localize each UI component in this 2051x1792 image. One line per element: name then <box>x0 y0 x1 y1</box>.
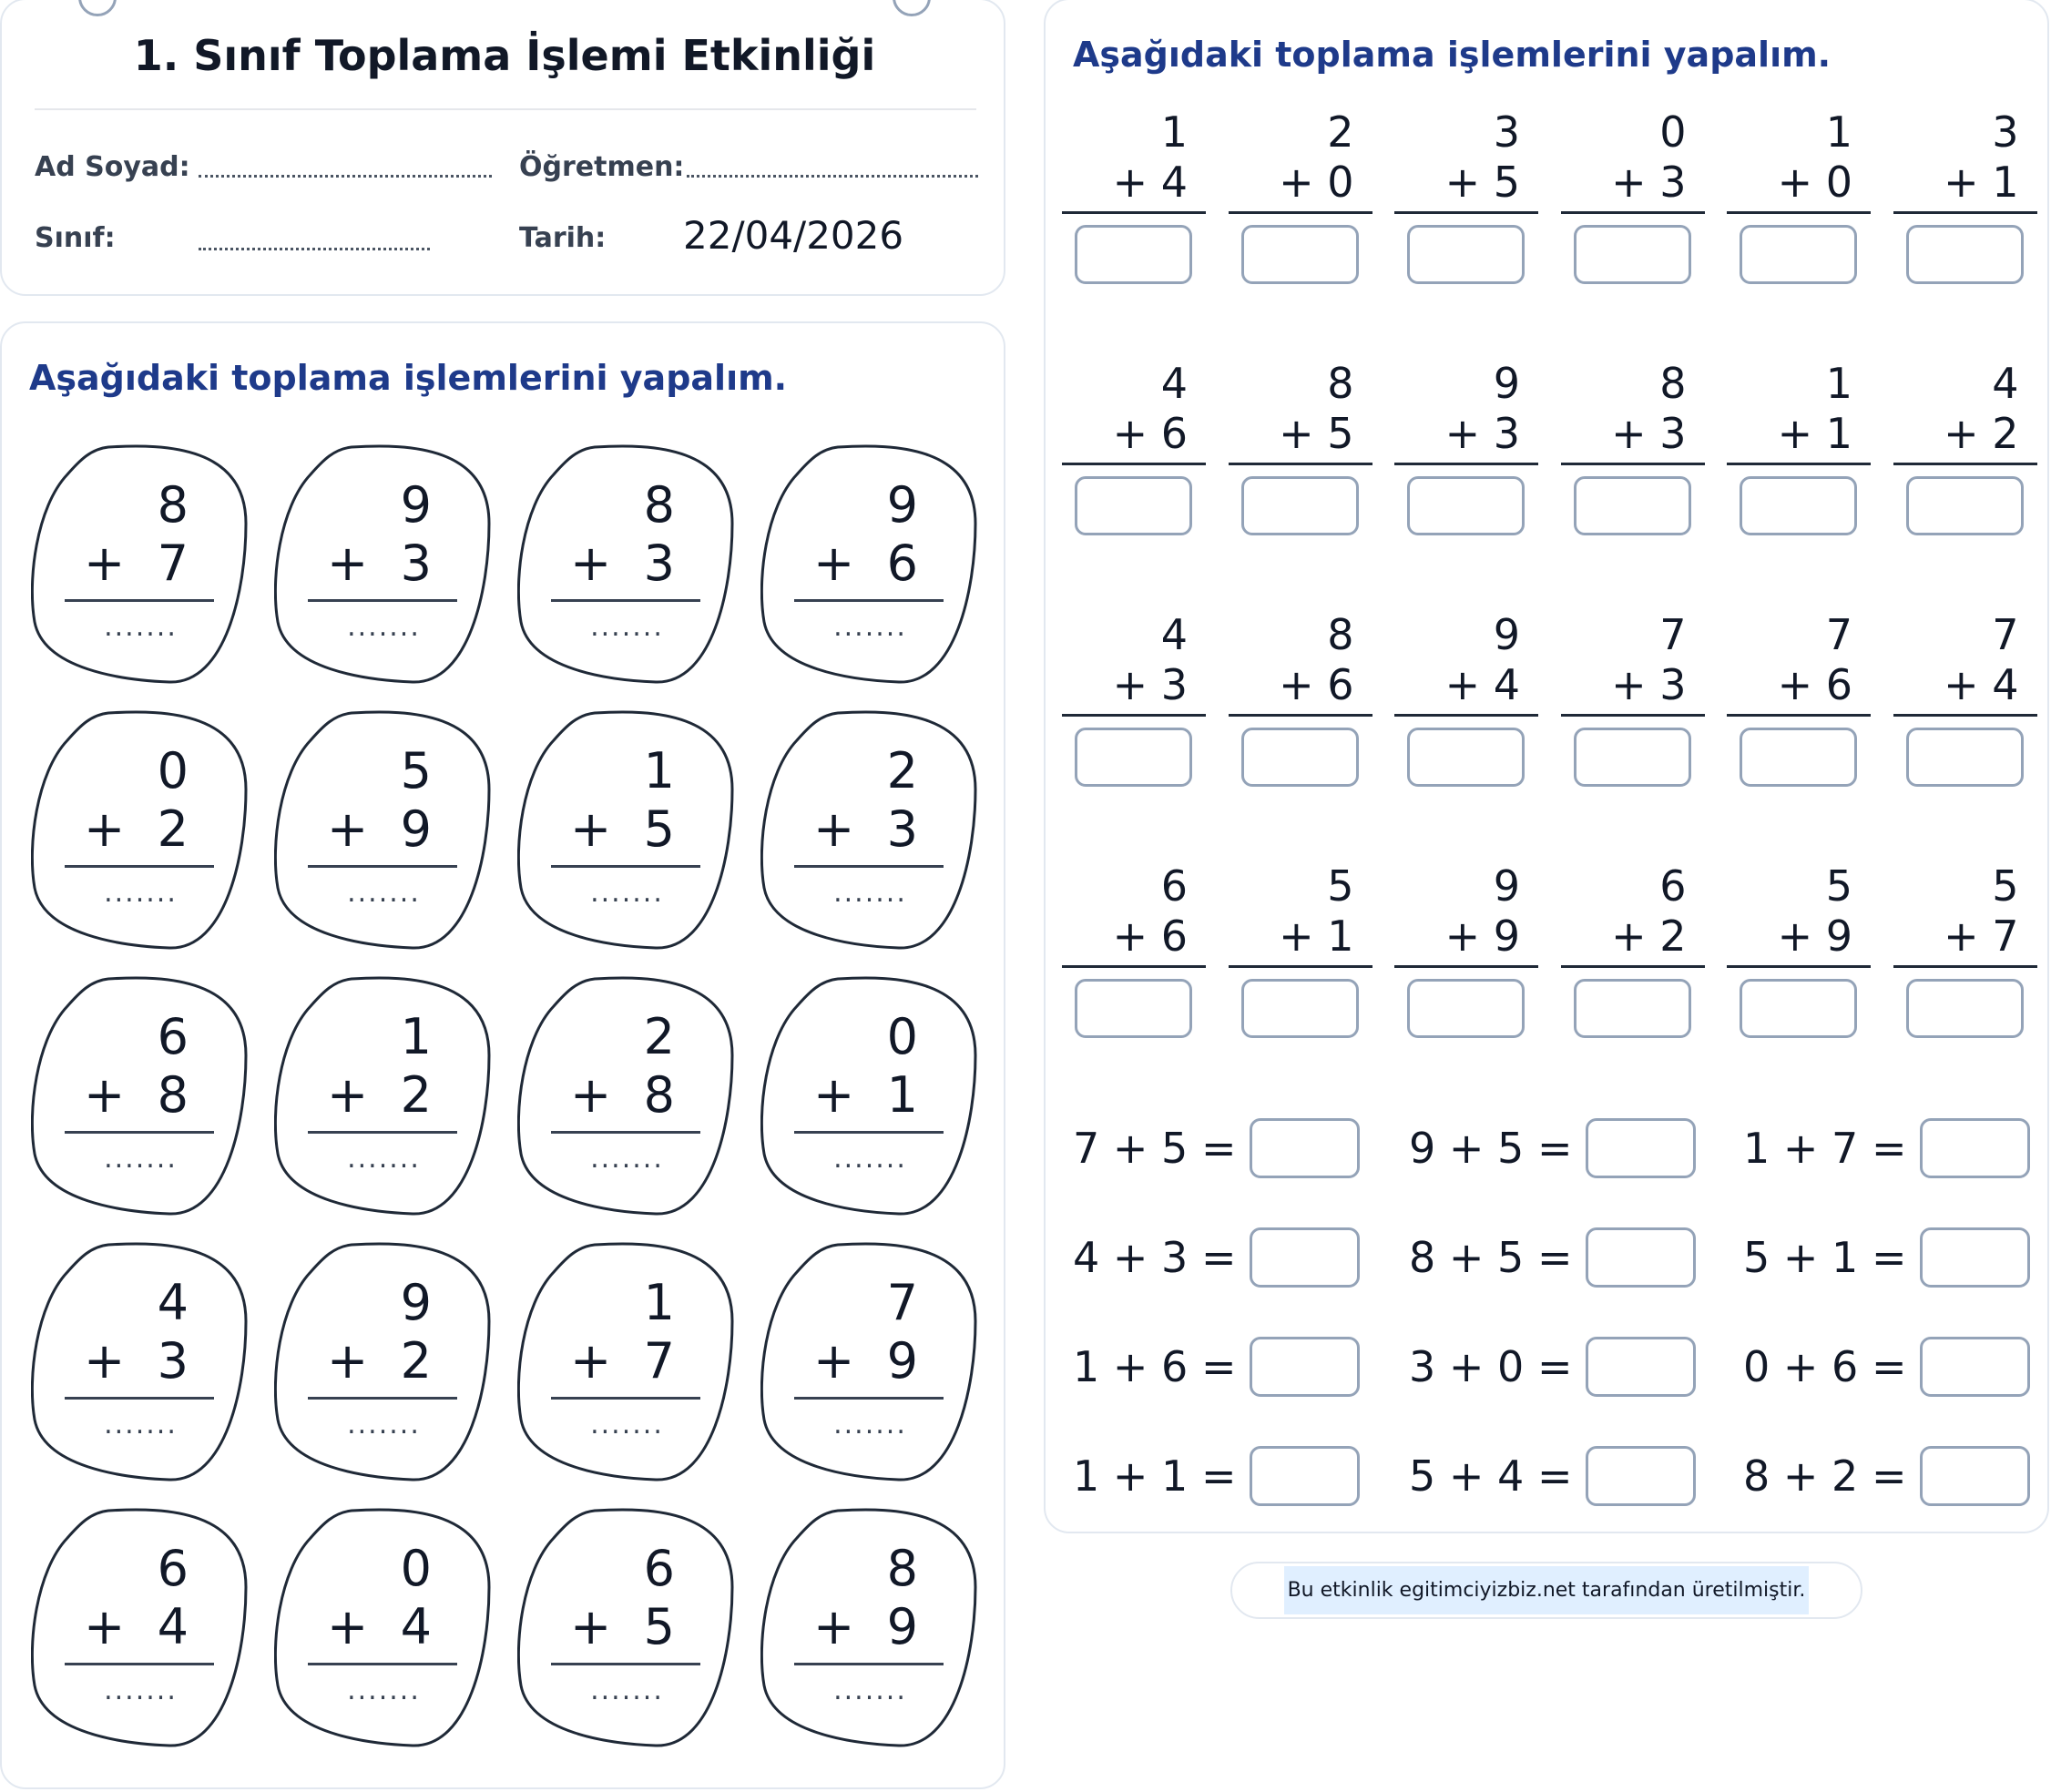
addend-bottom: + 5 <box>1279 409 1354 458</box>
equation-text: 1 + 1 = <box>1073 1451 1237 1501</box>
addend-top: 2 <box>1327 107 1354 157</box>
addend-top: 5 <box>1992 861 2019 911</box>
sum-line <box>1561 714 1705 717</box>
sum-line <box>1229 965 1372 968</box>
addend-top: 7 <box>886 1274 918 1331</box>
equation <box>1073 1116 1360 1180</box>
answer-field[interactable]: ....... <box>104 1675 178 1706</box>
addend-top: 7 <box>1659 610 1687 659</box>
plus-sign: + <box>570 1066 612 1124</box>
addend-bottom: 2 <box>400 1066 432 1124</box>
answer-box[interactable] <box>1920 1337 2030 1397</box>
addend-top: 9 <box>886 476 918 534</box>
answer-box[interactable] <box>1920 1227 2030 1288</box>
addend-top: 6 <box>1659 861 1687 911</box>
addend-bottom: 7 <box>157 535 189 592</box>
addend-top: 1 <box>1825 107 1852 157</box>
name-label: Ad Soyad: <box>35 151 190 183</box>
blob-outline <box>760 443 980 686</box>
addend-top: 1 <box>643 742 675 799</box>
addend-top: 1 <box>643 1274 675 1331</box>
equation <box>1743 1226 2030 1289</box>
blob-outline <box>31 1507 250 1749</box>
addend-top: 9 <box>400 476 432 534</box>
sum-line <box>1062 463 1206 465</box>
addend-top: 4 <box>1160 359 1188 408</box>
answer-box[interactable] <box>1574 979 1691 1038</box>
sum-line <box>1893 714 2037 717</box>
addend-bottom: + 2 <box>1611 911 1687 961</box>
class-field[interactable] <box>199 248 430 250</box>
sum-line <box>551 1131 700 1134</box>
sum-line <box>1062 965 1206 968</box>
addition-blob <box>760 709 980 952</box>
addend-bottom: 8 <box>157 1066 189 1124</box>
answer-field[interactable]: ....... <box>104 877 178 909</box>
addend-bottom: + 0 <box>1777 158 1852 207</box>
sum-line <box>1561 211 1705 214</box>
sum-line <box>794 1663 944 1665</box>
vertical-problem <box>1727 251 1871 543</box>
addend-bottom: + 3 <box>1611 158 1687 207</box>
equation-text: 1 + 6 = <box>1073 1342 1237 1391</box>
sum-line <box>1394 211 1538 214</box>
addend-bottom: + 6 <box>1112 911 1188 961</box>
addend-bottom: 3 <box>643 535 675 592</box>
footer-credit <box>1230 1562 1862 1619</box>
addend-top: 0 <box>157 742 189 799</box>
sum-line <box>1062 211 1206 214</box>
equation-text: 5 + 4 = <box>1409 1451 1573 1501</box>
addend-bottom: 9 <box>400 800 432 858</box>
equation <box>1743 1116 2030 1180</box>
blob-outline <box>517 709 737 952</box>
equation <box>1073 1226 1360 1289</box>
answer-field[interactable]: ....... <box>347 877 421 909</box>
addend-top: 8 <box>157 476 189 534</box>
addition-blob <box>274 1241 494 1483</box>
plus-sign: + <box>84 1332 126 1390</box>
addend-bottom: + 9 <box>1444 911 1520 961</box>
sum-line <box>794 599 944 602</box>
equation <box>1073 1444 1360 1508</box>
vertical-problem <box>1394 251 1538 543</box>
answer-field[interactable]: ....... <box>347 1143 421 1175</box>
teacher-label: Öğretmen: <box>519 151 685 183</box>
sum-line <box>1229 463 1372 465</box>
vertical-problem <box>1561 0 1705 291</box>
addend-top: 5 <box>1825 861 1852 911</box>
sum-line <box>65 1131 214 1134</box>
equation <box>1743 1444 2030 1508</box>
addend-top: 6 <box>157 1540 189 1597</box>
plus-sign: + <box>813 1598 855 1655</box>
left-heading: Aşağıdaki toplama işlemlerini yapalım. <box>29 358 788 398</box>
vertical-problem <box>1062 503 1206 794</box>
addend-top: 0 <box>1659 107 1687 157</box>
name-field[interactable] <box>199 175 492 178</box>
plus-sign: + <box>84 800 126 858</box>
vertical-problem <box>1062 754 1206 1045</box>
sum-line <box>794 865 944 868</box>
plus-sign: + <box>813 800 855 858</box>
answer-box[interactable] <box>1250 1337 1360 1397</box>
sum-line <box>308 1397 457 1400</box>
sum-line <box>794 1131 944 1134</box>
equation-text: 5 + 1 = <box>1743 1233 1907 1282</box>
addend-bottom: + 3 <box>1444 409 1520 458</box>
addend-top: 9 <box>1493 861 1520 911</box>
answer-box[interactable] <box>1740 979 1857 1038</box>
addition-blob <box>517 443 737 686</box>
equation <box>1409 1335 1696 1399</box>
vertical-problem <box>1062 251 1206 543</box>
vertical-problem <box>1727 0 1871 291</box>
addition-blob <box>274 709 494 952</box>
plus-sign: + <box>84 1066 126 1124</box>
addend-top: 2 <box>643 1008 675 1065</box>
addition-blob <box>517 975 737 1217</box>
addend-bottom: 6 <box>886 535 918 592</box>
equation <box>1073 1335 1360 1399</box>
blob-outline <box>760 975 980 1217</box>
sum-line <box>308 599 457 602</box>
addition-blob <box>760 1507 980 1749</box>
sum-line <box>1727 965 1871 968</box>
addend-bottom: + 4 <box>1444 660 1520 709</box>
addition-blob <box>31 709 250 952</box>
answer-field[interactable]: ....... <box>590 1675 664 1706</box>
addend-bottom: 2 <box>400 1332 432 1390</box>
addend-bottom: 5 <box>643 1598 675 1655</box>
addend-top: 3 <box>1493 107 1520 157</box>
vertical-problem <box>1229 754 1372 1045</box>
answer-field[interactable]: ....... <box>590 1143 664 1175</box>
answer-field[interactable]: ....... <box>347 1675 421 1706</box>
vertical-problem <box>1727 503 1871 794</box>
addend-top: 6 <box>1160 861 1188 911</box>
addend-bottom: + 6 <box>1112 409 1188 458</box>
vertical-problem <box>1893 503 2037 794</box>
addend-bottom: + 1 <box>1777 409 1852 458</box>
vertical-problem <box>1229 503 1372 794</box>
addend-top: 4 <box>157 1274 189 1331</box>
plus-sign: + <box>813 1332 855 1390</box>
equation-text: 4 + 3 = <box>1073 1233 1237 1282</box>
addend-top: 0 <box>400 1540 432 1597</box>
answer-field[interactable]: ....... <box>104 1143 178 1175</box>
sum-line <box>1893 463 2037 465</box>
sum-line <box>65 599 214 602</box>
answer-box[interactable] <box>1920 1118 2030 1178</box>
vertical-problem <box>1727 754 1871 1045</box>
blob-outline <box>31 709 250 952</box>
vertical-problem <box>1561 754 1705 1045</box>
answer-field[interactable]: ....... <box>590 1409 664 1441</box>
answer-field[interactable]: ....... <box>104 1409 178 1441</box>
answer-box[interactable] <box>1920 1446 2030 1506</box>
sum-line <box>1062 714 1206 717</box>
blob-outline <box>517 443 737 686</box>
plus-sign: + <box>84 1598 126 1655</box>
vertical-problem <box>1062 0 1206 291</box>
equation <box>1743 1335 2030 1399</box>
addend-bottom: 8 <box>643 1066 675 1124</box>
addition-blob <box>31 443 250 686</box>
plus-sign: + <box>327 800 369 858</box>
addend-top: 1 <box>400 1008 432 1065</box>
addend-top: 6 <box>157 1008 189 1065</box>
date-value: 22/04/2026 <box>683 213 904 258</box>
answer-field[interactable]: ....... <box>590 877 664 909</box>
sum-line <box>1727 463 1871 465</box>
plus-sign: + <box>327 535 369 592</box>
addend-top: 4 <box>1992 359 2019 408</box>
addend-bottom: 3 <box>157 1332 189 1390</box>
addend-bottom: + 0 <box>1279 158 1354 207</box>
blob-outline <box>274 443 494 686</box>
vertical-problem <box>1229 251 1372 543</box>
plus-sign: + <box>570 800 612 858</box>
answer-box[interactable] <box>1407 979 1525 1038</box>
sum-line <box>308 1131 457 1134</box>
plus-sign: + <box>327 1066 369 1124</box>
addend-top: 1 <box>1825 359 1852 408</box>
divider <box>35 108 976 110</box>
sum-line <box>308 865 457 868</box>
equation-text: 0 + 6 = <box>1743 1342 1907 1391</box>
addend-bottom: + 9 <box>1777 911 1852 961</box>
vertical-problem <box>1561 251 1705 543</box>
blob-outline <box>760 1241 980 1483</box>
answer-field[interactable]: ....... <box>347 611 421 643</box>
sum-line <box>1561 965 1705 968</box>
page-title: 1. Sınıf Toplama İşlemi Etkinliği <box>133 31 876 80</box>
answer-box[interactable] <box>1586 1227 1696 1288</box>
answer-box[interactable] <box>1250 1118 1360 1178</box>
equation <box>1409 1444 1696 1508</box>
sum-line <box>1727 211 1871 214</box>
blob-outline <box>274 1241 494 1483</box>
addend-top: 1 <box>1160 107 1188 157</box>
blob-outline <box>274 975 494 1217</box>
vertical-problem <box>1229 0 1372 291</box>
equation-text: 7 + 5 = <box>1073 1124 1237 1173</box>
addend-bottom: + 3 <box>1112 660 1188 709</box>
addition-blob <box>517 1507 737 1749</box>
vertical-problem <box>1893 251 2037 543</box>
addition-blob <box>517 1241 737 1483</box>
addend-bottom: + 4 <box>1112 158 1188 207</box>
plus-sign: + <box>813 1066 855 1124</box>
addend-bottom: + 6 <box>1279 660 1354 709</box>
addend-bottom: 5 <box>643 800 675 858</box>
answer-box[interactable] <box>1586 1337 1696 1397</box>
addition-blob <box>760 1241 980 1483</box>
sum-line <box>551 865 700 868</box>
answer-box[interactable] <box>1906 979 2024 1038</box>
sum-line <box>1394 714 1538 717</box>
blob-outline <box>517 1241 737 1483</box>
addend-bottom: + 2 <box>1944 409 2019 458</box>
plus-sign: + <box>813 535 855 592</box>
addition-blob <box>274 975 494 1217</box>
blob-outline <box>31 443 250 686</box>
equation <box>1409 1116 1696 1180</box>
sum-line <box>1229 211 1372 214</box>
addend-bottom: + 3 <box>1611 660 1687 709</box>
answer-field[interactable]: ....... <box>104 611 178 643</box>
addend-top: 8 <box>886 1540 918 1597</box>
sum-line <box>1229 714 1372 717</box>
sum-line <box>551 1663 700 1665</box>
equation-text: 3 + 0 = <box>1409 1342 1573 1391</box>
plus-sign: + <box>84 535 126 592</box>
answer-box[interactable] <box>1250 1227 1360 1288</box>
addend-bottom: 3 <box>886 800 918 858</box>
answer-field[interactable]: ....... <box>833 611 907 643</box>
equation-text: 1 + 7 = <box>1743 1124 1907 1173</box>
answer-field[interactable]: ....... <box>347 1409 421 1441</box>
addition-blob <box>31 975 250 1217</box>
plus-sign: + <box>327 1332 369 1390</box>
blob-outline <box>517 1507 737 1749</box>
teacher-field[interactable] <box>687 175 978 178</box>
equation <box>1409 1226 1696 1289</box>
binder-ring-icon <box>78 0 117 16</box>
addend-bottom: 9 <box>886 1332 918 1390</box>
plus-sign: + <box>570 1332 612 1390</box>
addend-top: 8 <box>1659 359 1687 408</box>
equation-text: 8 + 2 = <box>1743 1451 1907 1501</box>
blob-outline <box>31 1241 250 1483</box>
addend-top: 8 <box>1327 359 1354 408</box>
blob-outline <box>274 709 494 952</box>
blob-outline <box>760 1507 980 1749</box>
class-label: Sınıf: <box>35 222 116 254</box>
binder-ring-icon <box>893 0 931 16</box>
addition-blob <box>31 1241 250 1483</box>
addend-bottom: + 3 <box>1611 409 1687 458</box>
sum-line <box>1893 965 2037 968</box>
equation-text: 9 + 5 = <box>1409 1124 1573 1173</box>
addend-bottom: + 6 <box>1777 660 1852 709</box>
blob-outline <box>517 975 737 1217</box>
sum-line <box>65 1663 214 1665</box>
addend-top: 9 <box>1493 359 1520 408</box>
date-label: Tarih: <box>519 222 607 254</box>
answer-box[interactable] <box>1250 1446 1360 1506</box>
answer-field[interactable]: ....... <box>590 611 664 643</box>
sum-line <box>308 1663 457 1665</box>
addend-top: 8 <box>643 476 675 534</box>
right-heading: Aşağıdaki toplama işlemlerini yapalım. <box>1073 35 1832 75</box>
vertical-problem <box>1561 503 1705 794</box>
vertical-problem <box>1394 503 1538 794</box>
vertical-problem <box>1394 754 1538 1045</box>
addend-bottom: 7 <box>643 1332 675 1390</box>
left-worksheet <box>0 321 1005 1789</box>
addend-bottom: 4 <box>157 1598 189 1655</box>
sum-line <box>794 1397 944 1400</box>
addend-bottom: + 1 <box>1279 911 1354 961</box>
addend-top: 7 <box>1825 610 1852 659</box>
addition-blob <box>274 1507 494 1749</box>
addend-top: 2 <box>886 742 918 799</box>
header-card <box>0 0 1005 296</box>
addend-bottom: 4 <box>400 1598 432 1655</box>
answer-box[interactable] <box>1075 979 1192 1038</box>
addend-bottom: + 5 <box>1444 158 1520 207</box>
plus-sign: + <box>327 1598 369 1655</box>
addend-bottom: 3 <box>400 535 432 592</box>
addend-bottom: + 1 <box>1944 158 2019 207</box>
addend-top: 8 <box>1327 610 1354 659</box>
addend-top: 9 <box>400 1274 432 1331</box>
addition-blob <box>760 975 980 1217</box>
addend-top: 5 <box>400 742 432 799</box>
addition-blob <box>760 443 980 686</box>
sum-line <box>1727 714 1871 717</box>
plus-sign: + <box>570 1598 612 1655</box>
addend-top: 7 <box>1992 610 2019 659</box>
blob-outline <box>760 709 980 952</box>
plus-sign: + <box>570 535 612 592</box>
addend-bottom: 1 <box>886 1066 918 1124</box>
addend-top: 3 <box>1992 107 2019 157</box>
sum-line <box>1394 965 1538 968</box>
addend-top: 9 <box>1493 610 1520 659</box>
addend-top: 0 <box>886 1008 918 1065</box>
addend-bottom: 2 <box>157 800 189 858</box>
addition-blob <box>31 1507 250 1749</box>
equation-text: 8 + 5 = <box>1409 1233 1573 1282</box>
sum-line <box>65 1397 214 1400</box>
answer-box[interactable] <box>1586 1118 1696 1178</box>
sum-line <box>551 599 700 602</box>
answer-box[interactable] <box>1241 979 1359 1038</box>
addend-bottom: + 7 <box>1944 911 2019 961</box>
addend-bottom: + 4 <box>1944 660 2019 709</box>
sum-line <box>65 865 214 868</box>
right-worksheet <box>1044 0 2049 1533</box>
blob-outline <box>31 975 250 1217</box>
answer-field[interactable]: ....... <box>833 877 907 909</box>
sum-line <box>1893 211 2037 214</box>
footer-text: Bu etkinlik egitimciyizbiz.net tarafından üretilmiştir. <box>1284 1566 1810 1614</box>
answer-field[interactable]: ....... <box>833 1675 907 1706</box>
addition-blob <box>274 443 494 686</box>
addend-top: 6 <box>643 1540 675 1597</box>
addend-top: 4 <box>1160 610 1188 659</box>
answer-field[interactable]: ....... <box>833 1143 907 1175</box>
addition-blob <box>517 709 737 952</box>
sum-line <box>1561 463 1705 465</box>
addend-bottom: 9 <box>886 1598 918 1655</box>
answer-field[interactable]: ....... <box>833 1409 907 1441</box>
vertical-problem <box>1394 0 1538 291</box>
vertical-problem <box>1893 0 2037 291</box>
vertical-problem <box>1893 754 2037 1045</box>
answer-box[interactable] <box>1586 1446 1696 1506</box>
addend-top: 5 <box>1327 861 1354 911</box>
sum-line <box>551 1397 700 1400</box>
sum-line <box>1394 463 1538 465</box>
blob-outline <box>274 1507 494 1749</box>
